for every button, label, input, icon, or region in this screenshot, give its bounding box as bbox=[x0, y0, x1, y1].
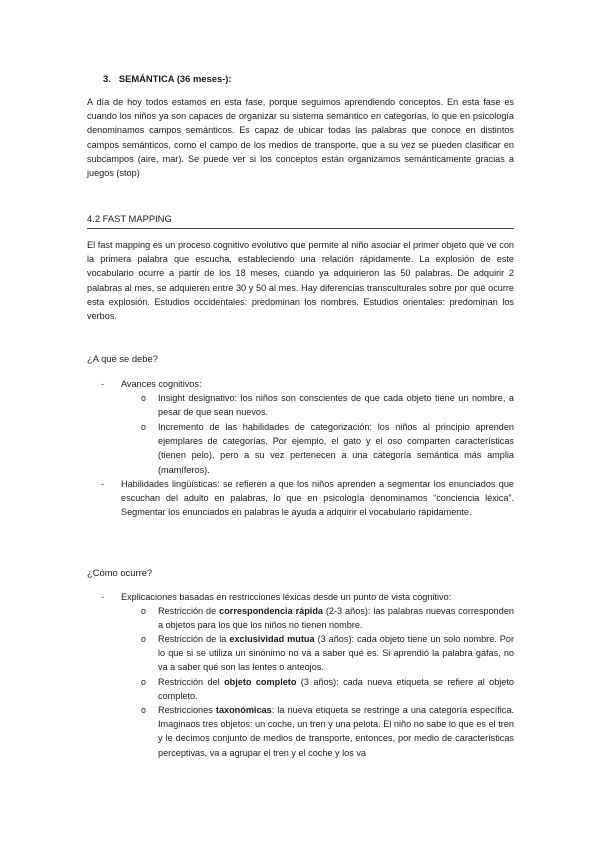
section-3-heading bbox=[103, 72, 232, 86]
fast-mapping-heading: 4.2 FAST MAPPING bbox=[87, 212, 514, 229]
circle-bullet: o bbox=[141, 705, 146, 715]
restriction-whole-object: Restricción del objeto completo (3 años): cada nueva etiqueta se refiere al objeto completo. bbox=[158, 677, 514, 702]
circle-bullet: o bbox=[141, 677, 146, 687]
section-title: SEMÁNTICA (36 meses-): bbox=[118, 73, 232, 84]
insight-item: Insight designativo: los niños son conscientes de que cada objeto tiene un nombre, a pesar de que sean nuevos. bbox=[158, 393, 514, 418]
cognitive-advances-label: Avances cognitivos: bbox=[121, 379, 202, 389]
dash-bullet: - bbox=[101, 479, 105, 489]
semantics-paragraph: A día de hoy todos estamos en esta fase, porque seguimos aprendiendo conceptos. En esta fase es cuando los niños ya son capaces de organizar su sistema semántico en categorías, lo que en psicología denominamos campos semánticos. Es capaz de ubicar todas las palabras que conoce en distintos campos semánticos, como el campo de los medios de transporte, que a su vez se pueden clasificar en subcampos (aire, mar). Se puede ver si los conceptos están organizamos semánticamente gracias a juegos (stop) bbox=[87, 97, 514, 179]
circle-bullet: o bbox=[141, 606, 146, 616]
dash-bullet: - bbox=[101, 379, 105, 389]
linguistic-skills-item: Habilidades lingüísticas: se refieren a que los niños aprenden a segmentar los enunciados que escuchan del adulto en palabras, lo que en psicología denominamos “conciencia léxica”. Segmentar los enunciados en palabras le ayuda a adquirir el vocabulario rápidamente. bbox=[121, 479, 514, 518]
restriction-mutual-exclusivity: Restricción de la exclusividad mutua (3 años): cada objeto tiene un solo nombre. Por lo que si se utiliza un sinónimo no va a saber qué es. Si aprendió la palabra gafas, no va a saber qué son las lentes o anteojos. bbox=[158, 634, 515, 673]
circle-bullet: o bbox=[141, 422, 146, 432]
circle-bullet: o bbox=[141, 634, 146, 644]
restriction-taxonomic: Restricciones taxonómicas: la nueva etiqueta se restringe a una categoría específica. Imaginaos tres objetos: un coche, un tren y una pelota. El niño no sabe lo que es el tren y le decimos conjunto de medios de transporte, entonces, por medio de características perceptivas, va a agrupar el tren y el coche y los va bbox=[158, 705, 514, 758]
restriction-fast-correspondence: Restricción de correspondencia rápida (2-3 años): las palabras nuevas corresponden a objetos para los que los niños no tienen nombre. bbox=[158, 606, 514, 631]
how-question: ¿Cómo ocurre? bbox=[87, 567, 153, 578]
fast-mapping-paragraph: El fast mapping es un proceso cognitivo evolutivo que permite al niño asociar el primer objeto que ve con la primera palabra que escucha, estableciendo una relación rápidamente. La explosión de este vocabulario ocurre a partir de los 18 meses, cuando ya adquirieron las 50 palabras. De adquirir 2 palabras al mes, se adquieren entre 30 y 50 al mes. Hay diferencias transculturales sobre por qué ocurre esta explosión. Estudios occidentales: predominan los nombres. Estudios orientales: predominan los verbos. bbox=[87, 240, 514, 322]
dash-bullet: - bbox=[101, 592, 105, 602]
circle-bullet: o bbox=[141, 393, 146, 403]
categorization-item: Incremento de las habilidades de categorización: los niños al principio aprenden ejemplares de categorías. Por ejemplo, el gato y el oso comparten características (tienen pelo), pero a su vez pertenecen a una categoría semántica más amplia (mamíferos). bbox=[158, 422, 514, 475]
why-question: ¿A qué se debe? bbox=[87, 353, 158, 364]
lexical-restrictions-intro: Explicaciones basadas en restricciones léxicas desde un punto de vista cognitivo: bbox=[121, 592, 452, 602]
section-number: 3. bbox=[103, 73, 111, 84]
